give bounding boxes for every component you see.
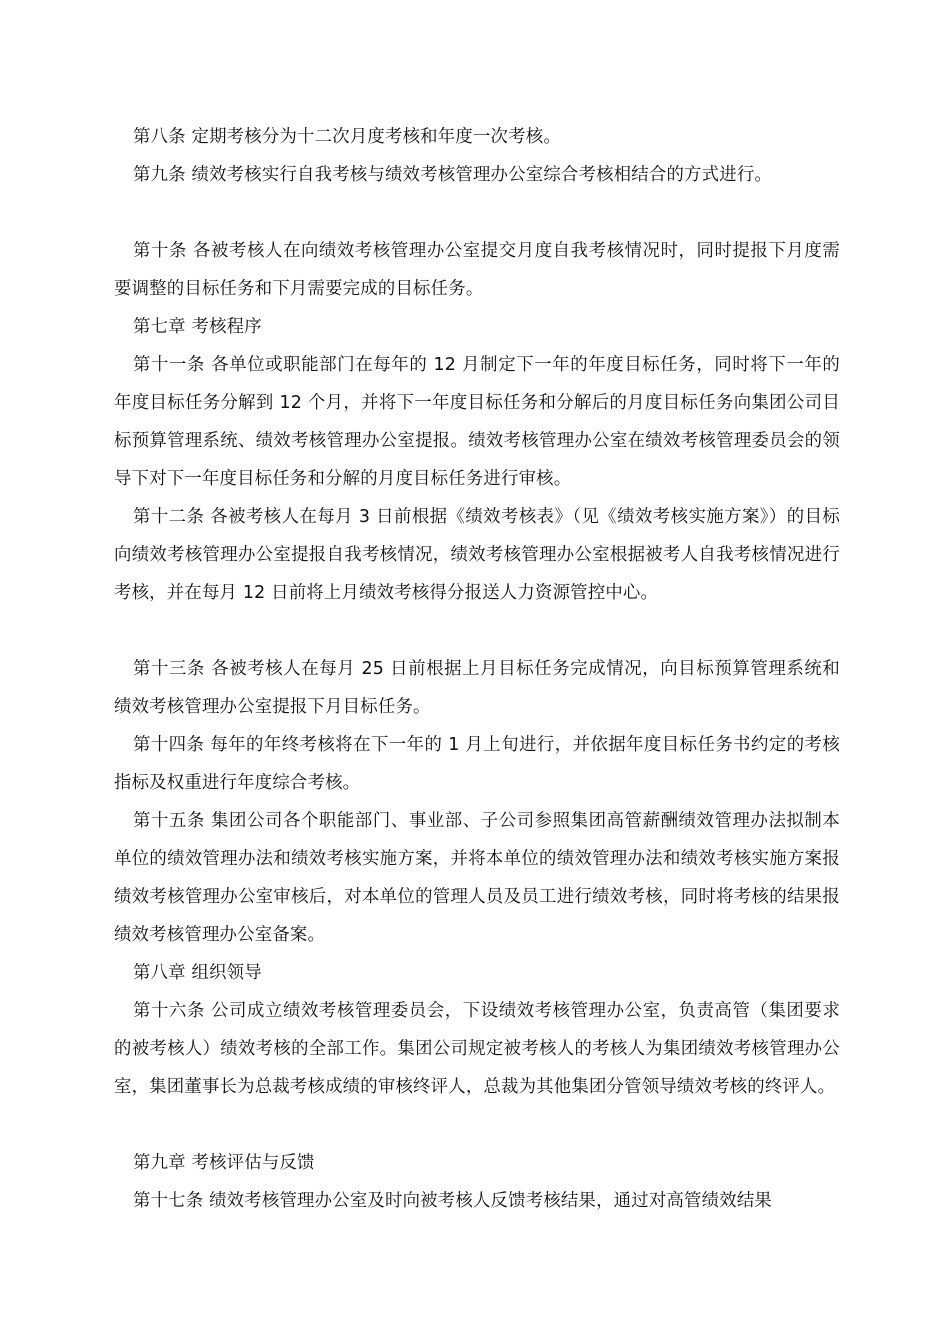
article-11: 第十一条 各单位或职能部门在每年的 12 月制定下一年的年度目标任务，同时将下一年的年度目标任务分解到 12 个月，并将下一年度目标任务和分解后的月度目标任务向集团公司目标预算管理系统、绩效考核管理办公室提报。绩效考核管理办公室在绩效考核管理委员会的领导下对下一年度目标任务和分解的月度目标任务进行审核。 — [114, 355, 840, 489]
article-17: 第十七条 绩效考核管理办公室及时向被考核人反馈考核结果，通过对高管绩效结果 — [133, 1191, 772, 1211]
chapter-7-heading: 第七章 考核程序 — [133, 317, 262, 337]
article-12: 第十二条 各被考核人在每月 3 日前根据《绩效考核表》（见《绩效考核实施方案》）的目标向绩效考核管理办公室提报自我考核情况，绩效考核管理办公室根据被考人自我考核情况进行考核，并在每月 12 日前将上月绩效考核得分报送人力资源管控中心。 — [114, 507, 840, 603]
article-15: 第十五条 集团公司各个职能部门、事业部、子公司参照集团高管薪酬绩效管理办法拟制本单位的绩效管理办法和绩效考核实施方案，并将本单位的绩效管理办法和绩效考核实施方案报绩效考核管理办公室审核后，对本单位的管理人员及员工进行绩效考核，同时将考核的结果报绩效考核管理办公室备案。 — [114, 811, 840, 945]
article-13: 第十三条 各被考核人在每月 25 日前根据上月目标任务完成情况，向目标预算管理系统和绩效考核管理办公室提报下月目标任务。 — [114, 659, 840, 717]
article-10: 第十条 各被考核人在向绩效考核管理办公室提交月度自我考核情况时，同时提报下月度需要调整的目标任务和下月需要完成的目标任务。 — [114, 241, 840, 299]
chapter-8-heading: 第八章 组织领导 — [133, 963, 262, 983]
chapter-9-heading: 第九章 考核评估与反馈 — [133, 1153, 315, 1173]
article-9: 第九条 绩效考核实行自我考核与绩效考核管理办公室综合考核相结合的方式进行。 — [133, 165, 772, 185]
article-8: 第八条 定期考核分为十二次月度考核和年度一次考核。 — [133, 127, 561, 147]
article-16: 第十六条 公司成立绩效考核管理委员会，下设绩效考核管理办公室，负责高管（集团要求的被考核人）绩效考核的全部工作。集团公司规定被考核人的考核人为集团绩效考核管理办公室，集团董事长为总裁考核成绩的审核终评人，总裁为其他集团分管领导绩效考核的终评人。 — [114, 1001, 840, 1097]
article-14: 第十四条 每年的年终考核将在下一年的 1 月上旬进行，并依据年度目标任务书约定的考核指标及权重进行年度综合考核。 — [114, 735, 840, 793]
